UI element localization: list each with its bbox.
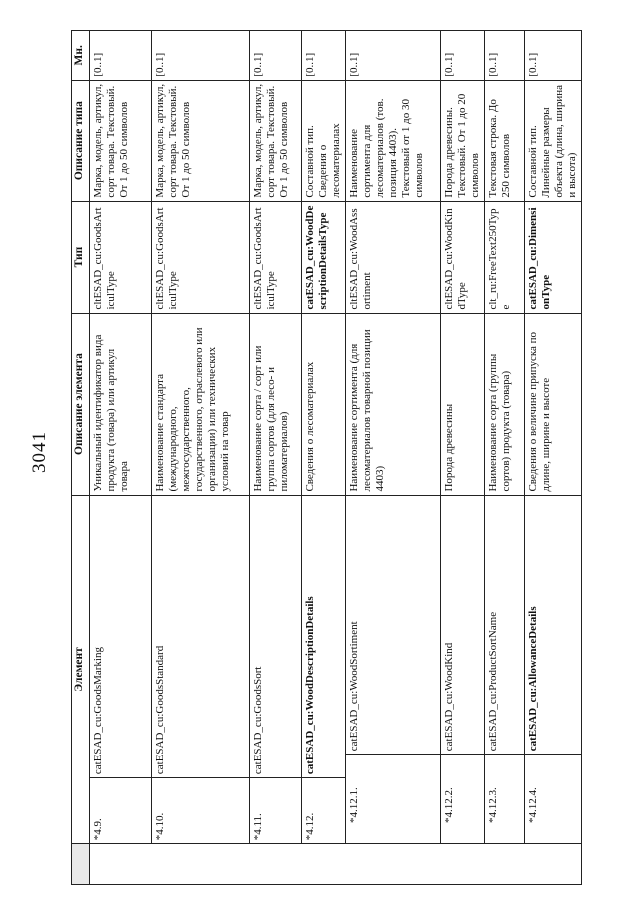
row-indent — [345, 826, 440, 844]
row-number: *4.12.4. — [524, 755, 581, 826]
table-row — [484, 31, 524, 885]
row-type-description: Составной тип. Сведения о лесоматериалах — [302, 80, 346, 201]
row-element-name: catESAD_cu:WoodDescriptionDetails — [302, 495, 346, 778]
row-type: catESAD_cu:WoodDescriptionDetailsType — [302, 201, 346, 313]
row-element-description: Уникальный идентификатор вида продукта (товара) или артикул товара — [90, 313, 152, 495]
row-element-name: catESAD_cu:GoodsSort — [250, 495, 302, 778]
table-row — [90, 31, 152, 885]
row-element-name: catESAD_cu:WoodKind — [440, 495, 484, 755]
row-multiplicity: [0..1] — [440, 31, 484, 81]
row-type: cltESAD_cu:WoodKindType — [440, 201, 484, 313]
table-header-row — [72, 31, 90, 885]
elements-table — [71, 30, 582, 885]
row-blank — [90, 844, 152, 885]
row-type: cltESAD_cu:GoodsArticulType — [152, 201, 250, 313]
row-number: *4.12.2. — [440, 755, 484, 826]
row-type-description: Наименование сортимента для лесоматериалов (тов. позиция 4403). Текстовый от 1 до 30 символов — [345, 80, 440, 201]
row-type-description: Составной тип. Линейные размеры объекта (длина, ширина и высота) — [524, 80, 581, 201]
row-element-description: Сведения о величине припуска по длине, ширине и высоте — [524, 313, 581, 495]
row-element-name: catESAD_cu:GoodsStandard — [152, 495, 250, 778]
row-type-description: Порода древесины. Текстовый. От 1 до 20 символов — [440, 80, 484, 201]
row-blank — [250, 844, 302, 885]
page-number: 3041 — [29, 431, 50, 473]
table-row — [152, 31, 250, 885]
row-element-description: Наименование сорта / сорт или группа сортов (для лесо- и пиломатериалов) — [250, 313, 302, 495]
row-element-description: Порода древесины — [440, 313, 484, 495]
row-number: *4.10. — [152, 778, 250, 844]
row-type-description: Марка, модель, артикул, сорт товара. Текстовый. От 1 до 50 символов — [250, 80, 302, 201]
row-type: cltESAD_cu:WoodAssortiment — [345, 201, 440, 313]
row-number: *4.11. — [250, 778, 302, 844]
row-blank — [345, 844, 440, 885]
row-multiplicity: [0..1] — [524, 31, 581, 81]
row-blank — [440, 844, 484, 885]
row-multiplicity: [0..1] — [302, 31, 346, 81]
row-number: *4.12.3. — [484, 755, 524, 826]
row-type: cltESAD_cu:GoodsArticulType — [90, 201, 152, 313]
row-element-name: catESAD_cu:WoodSortiment — [345, 495, 440, 755]
row-element-description: Наименование сортимента (для лесоматериалов товарной позиции 4403) — [345, 313, 440, 495]
header-element-description: Описание элемента — [72, 313, 90, 495]
row-multiplicity: [0..1] — [90, 31, 152, 81]
header-element: Элемент — [72, 495, 90, 844]
table-row — [345, 31, 440, 885]
row-number: *4.12. — [302, 778, 346, 844]
row-element-name: catESAD_cu:AllowanceDetails — [524, 495, 581, 755]
row-type: catESAD_cu:DimensionType — [524, 201, 581, 313]
row-type: cltESAD_cu:GoodsArticulType — [250, 201, 302, 313]
row-type-description: Марка, модель, артикул, сорт товара. Текстовый. От 1 до 50 символов — [152, 80, 250, 201]
row-element-description: Наименование сорта (группы сортов) продукта (товара) — [484, 313, 524, 495]
row-element-description: Сведения о лесоматериалах — [302, 313, 346, 495]
row-type: clt_ru:FreeText250Type — [484, 201, 524, 313]
header-type-description: Описание типа — [72, 80, 90, 201]
row-type-description: Марка, модель, артикул, сорт товара. Текстовый. От 1 до 50 символов — [90, 80, 152, 201]
row-indent — [440, 826, 484, 844]
row-number: *4.9. — [90, 778, 152, 844]
row-indent — [524, 826, 581, 844]
row-multiplicity: [0..1] — [345, 31, 440, 81]
row-blank — [484, 844, 524, 885]
row-multiplicity: [0..1] — [152, 31, 250, 81]
row-multiplicity: [0..1] — [484, 31, 524, 81]
row-element-name: catESAD_cu:ProductSortName — [484, 495, 524, 755]
row-type-description: Текстовая строка. До 250 символов — [484, 80, 524, 201]
row-number: *4.12.1. — [345, 755, 440, 826]
table-row — [250, 31, 302, 885]
table-row — [524, 31, 581, 885]
table-row — [302, 31, 346, 885]
header-blank — [72, 844, 90, 885]
table-row — [440, 31, 484, 885]
header-type: Тип — [72, 201, 90, 313]
row-element-description: Наименование стандарта (международного, межгосударственного, государственного, отраслевого или организации) или технических условий на товар — [152, 313, 250, 495]
row-indent — [484, 826, 524, 844]
header-multiplicity: Мн. — [72, 31, 90, 81]
rotated-page-content — [71, 30, 607, 885]
row-blank — [524, 844, 581, 885]
row-blank — [302, 844, 346, 885]
row-blank — [152, 844, 250, 885]
row-multiplicity: [0..1] — [250, 31, 302, 81]
row-element-name: catESAD_cu:GoodsMarking — [90, 495, 152, 778]
